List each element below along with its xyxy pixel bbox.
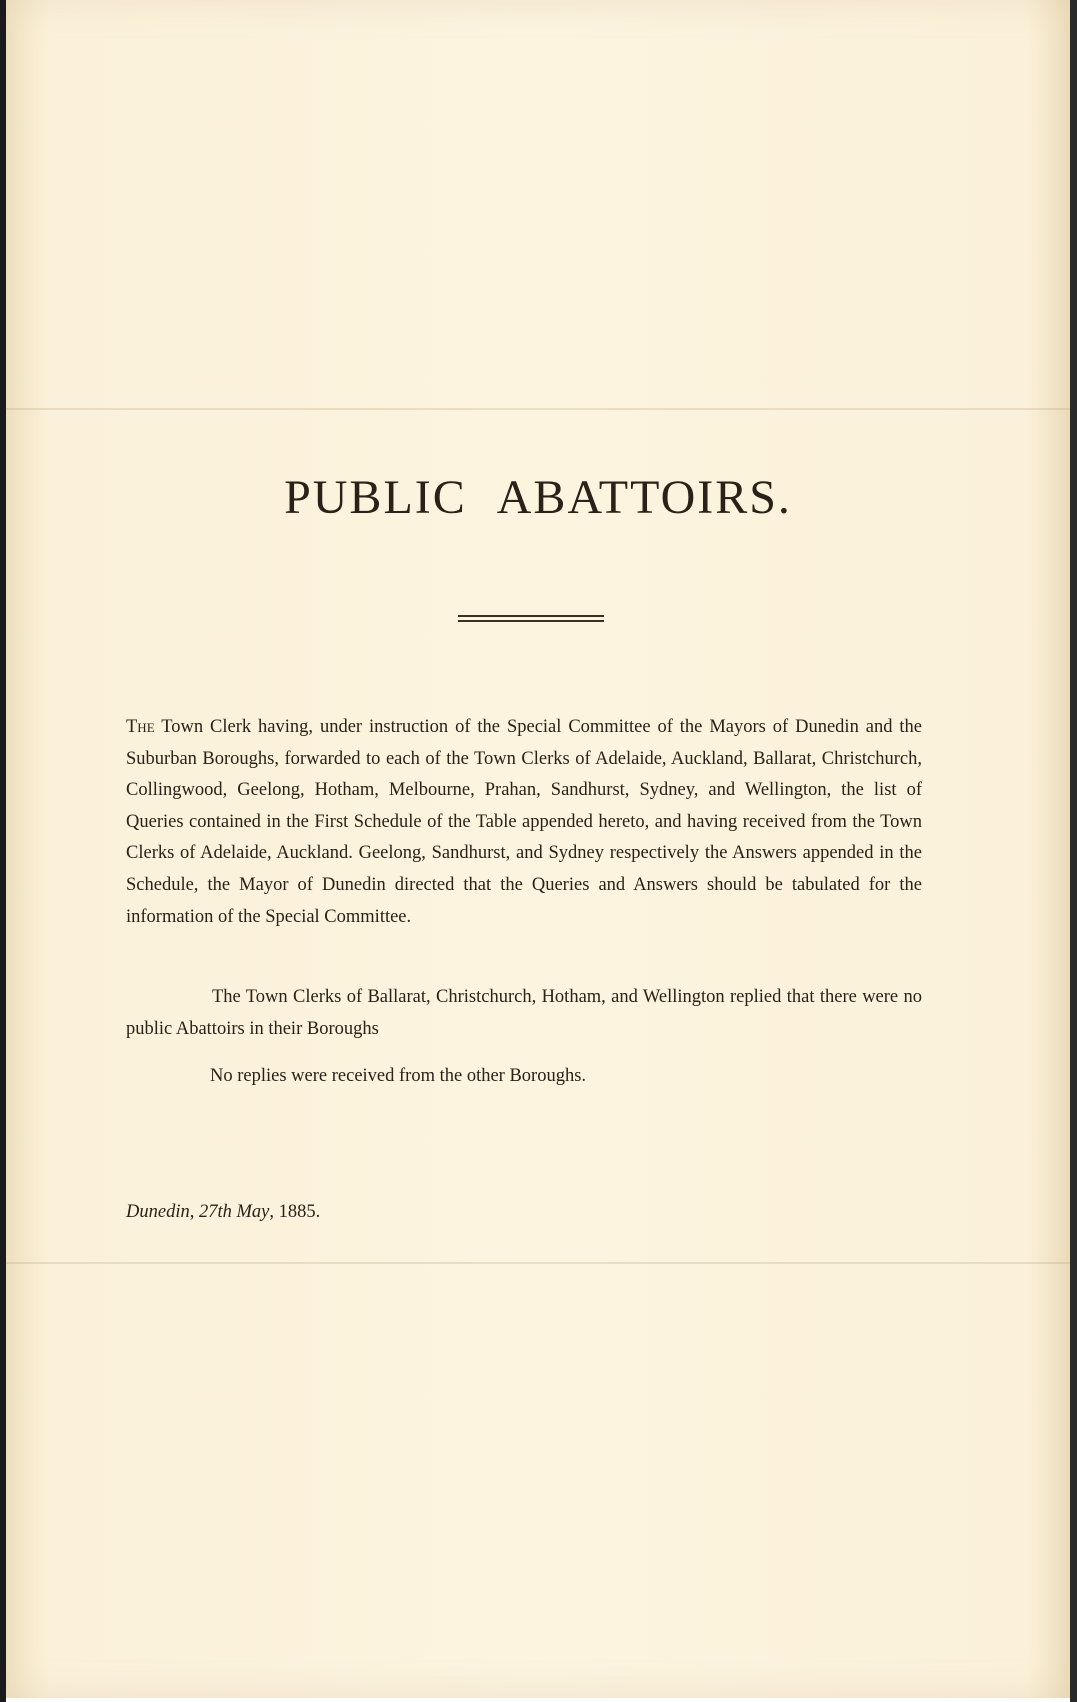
scan-right-edge: [1070, 0, 1077, 1702]
dateline-day: 27th May: [198, 1202, 270, 1222]
title-word-abattoirs: ABATTOIRS.: [496, 471, 792, 524]
paragraph-queries-text: Town Clerk having, under instruction of the Special Committee of the Mayors of Dunedin and the Suburban Boroughs, forwarded to each of the Town Clerks of Adelaide, Auckland, Ballarat, Christchurch, Collingwood, Geelong, Hotham, Melbourne, Prahan, Sandhurst, Sydney, and Wellington, the list of Queries contained in the First Schedule of the Table appended hereto, and having received from the Town Clerks of Adelaide, Auckland. Geelong, Sandhurst, and Sydney respectively the Answers appended in the Schedule, the Mayor of Dunedin directed that the Queries and Answers should be tabulated for the information of the Special Committee.: [126, 717, 922, 927]
paper-fold-line: [6, 408, 1070, 410]
document-page: [6, 0, 1070, 1698]
dateline-year: , 1885.: [269, 1202, 321, 1222]
page-title: [6, 470, 1070, 525]
paper-fold-line: [6, 1262, 1070, 1264]
dateline: [126, 1202, 320, 1223]
paragraph-no-replies: No replies were received from the other Boroughs.: [210, 1066, 587, 1086]
dateline-separator: ,: [189, 1202, 199, 1222]
dateline-place: Dunedin: [126, 1202, 190, 1222]
paragraph-no-abattoirs: The Town Clerks of Ballarat, Christchurch, Hotham, and Wellington replied that there were no public Abattoirs in their Boroughs: [126, 987, 922, 1039]
title-word-public: PUBLIC: [284, 471, 467, 524]
title-rule-upper: [458, 615, 604, 617]
paragraph-lead-word: The: [126, 717, 155, 737]
title-rule-lower: [458, 620, 604, 622]
paragraph-queries: [126, 712, 922, 933]
